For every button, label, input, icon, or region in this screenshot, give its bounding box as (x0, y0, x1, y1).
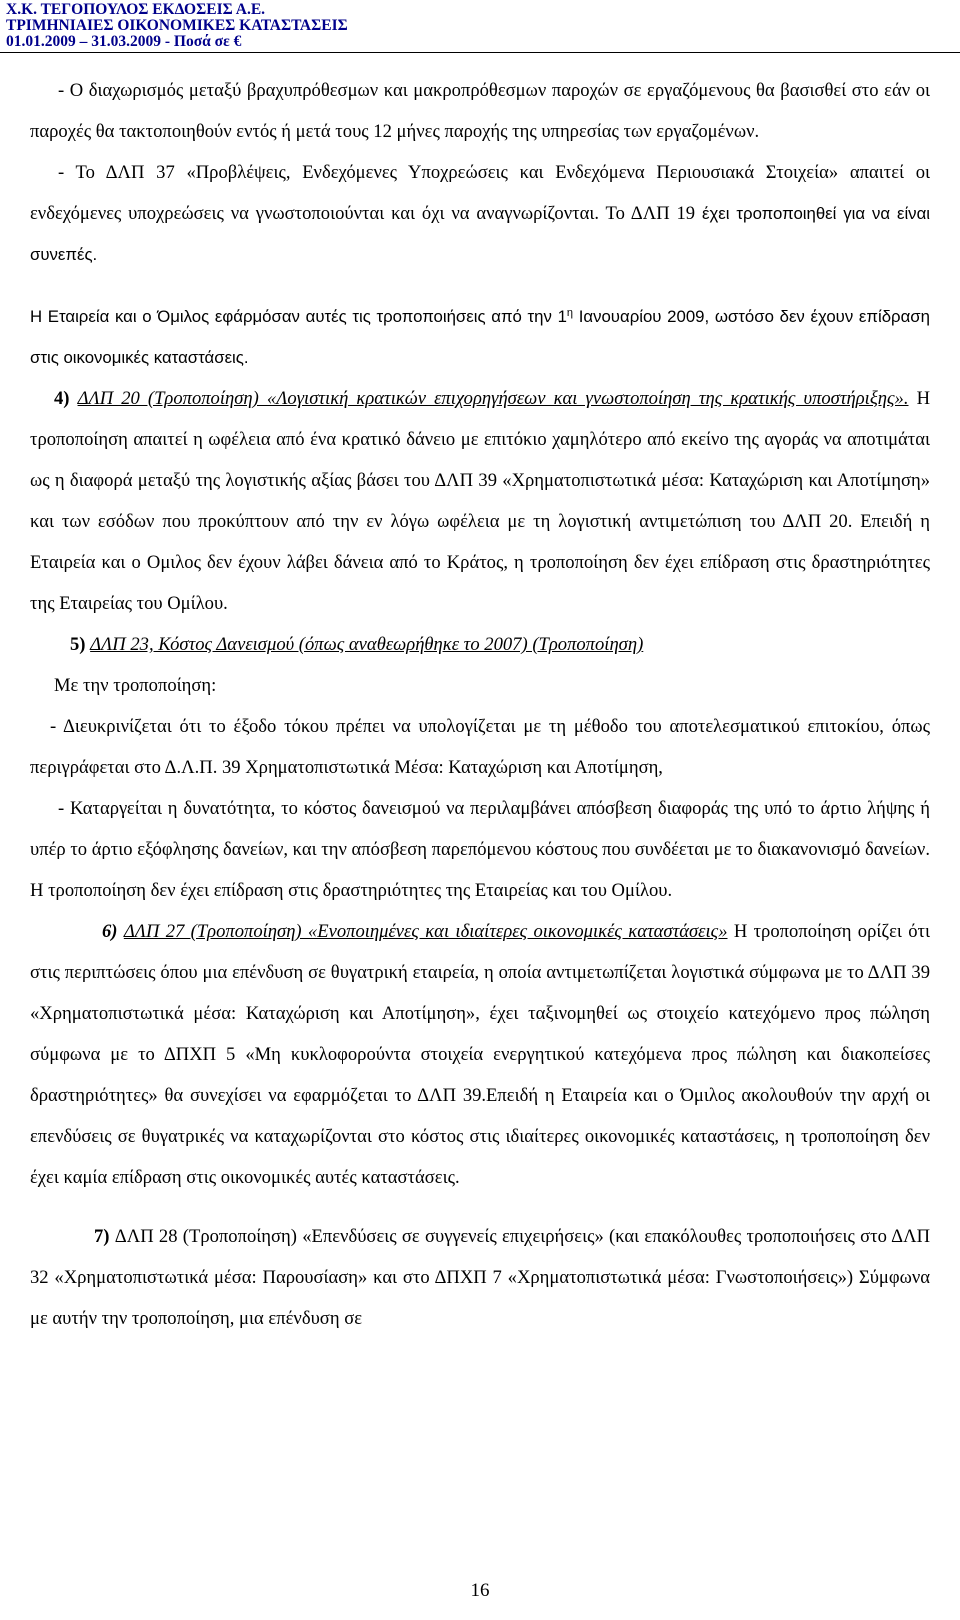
paragraph-text: ΔΛΠ 28 (Τροποποίηση) «Επενδύσεις σε συγγενείς επιχειρήσεις» (και επακόλουθες τροποποιήσεις στο ΔΛΠ 32 «Χρηματοπιστωτικά μέσα: Παρουσίαση» και στο ΔΠΧΠ 7 «Χρηματοπιστωτικά μέσα: Γνωστοποιήσεις») Σύμφωνα με αυτήν την τροποποίηση, μια επένδυση σε (30, 1226, 930, 1329)
spacer (30, 275, 930, 293)
report-period: 01.01.2009 – 31.03.2009 - Ποσά σε € (6, 33, 242, 50)
item-title: ΔΛΠ 23, Κόστος Δανεισμού (όπως αναθεωρήθηκε το 2007) (Τροποποίηση) (90, 634, 644, 655)
superscript: η (566, 307, 574, 319)
paragraph-text: Ιανουαρίου 2009, ωστόσο δεν έχουν επίδραση στις οικονομικές καταστάσεις. (30, 307, 930, 367)
paragraph (30, 911, 930, 1198)
paragraph (30, 293, 930, 378)
report-title: ΤΡΙΜΗΝΙΑΙΕΣ ΟΙΚΟΝΟΜΙΚΕΣ ΚΑΤΑΣΤΑΣΕΙΣ (6, 17, 348, 34)
paragraph (30, 1216, 930, 1339)
paragraph: - Ο διαχωρισμός μεταξύ βραχυπρόθεσμων και μακροπρόθεσμων παροχών σε εργαζόμενους θα βασισθεί στο εάν οι παροχές θα τακτοποιηθούν εντός ή μετά τους 12 μήνες παροχής της υπηρεσίας των εργαζομένων. (30, 80, 930, 142)
paragraph (30, 152, 930, 275)
paragraph-text: Η Εταιρεία και ο Όμιλος εφάρμόσαν αυτές τις τροποποιήσεις από την 1 (30, 307, 567, 326)
paragraph: - Καταργείται η δυνατότητα, το κόστος δανεισμού να περιλαμβάνει απόσβεση διαφοράς της υπό το άρτιο λήψης ή υπέρ το άρτιο εξόφλησης δανείων, και την απόσβεση παρεπόμενου κόστους που συνδέεται με το διακανονισμό δανείων. Η τροποποίηση δεν έχει επίδραση στις δραστηριότητες της Εταιρείας και του Ομίλου. (30, 798, 930, 901)
company-name: Χ.Κ. ΤΕΓΟΠΟΥΛΟΣ ΕΚΔΟΣΕΙΣ Α.Ε. (6, 1, 266, 18)
spacer (30, 1198, 930, 1216)
paragraph-text: - Το ΔΛΠ 37 «Προβλέψεις, Ενδεχόμενες Υποχρεώσεις και Ενδεχόμενα Περιουσιακά Στοιχεία» απαιτεί οι ενδεχόμενες υποχρεώσεις να γνωστοποιούνται και όχι να αναγνωρίζονται. Το ΔΛΠ 19 (30, 162, 930, 224)
document-body (30, 70, 930, 1339)
paragraph (30, 624, 930, 665)
item-number: 6) (102, 921, 124, 942)
header-rule (0, 52, 960, 53)
paragraph-text: Η τροποποίηση απαιτεί η ωφέλεια από ένα κρατικό δάνειο με επιτόκιο χαμηλότερο από εκείνο της αγοράς να αποτιμάται ως η διαφορά μεταξύ της λογιστικής αξίας βάσει του ΔΛΠ 39 «Χρηματοπιστωτικά μέσα: Καταχώριση και Αποτίμηση» και των εσόδων που προκύπτουν από την εν λόγω ωφέλεια με τη λογιστική αντιμετώπιση του ΔΛΠ 20. Επειδή η Εταιρεία και ο Ομιλος δεν έχουν λάβει δάνεια από το Κράτος, η τροποποίηση δεν έχει επίδραση στις δραστηριότητες της Εταιρείας του Ομίλου. (30, 388, 930, 614)
item-number: 7) (94, 1226, 115, 1247)
item-number: 5) (70, 634, 91, 655)
paragraph-text: Η τροποποίηση ορίζει ότι στις περιπτώσεις όπου μια επένδυση σε θυγατρική εταιρεία, η οποία αντιμετωπίζεται λογιστικά σύμφωνα με το ΔΛΠ 39 «Χρηματοπιστωτικά μέσα: Καταχώριση και Αποτίμηση», έχει ταξινομηθεί ως στοιχείο κατεχόμενο προς πώληση σύμφωνα με το ΔΠΧΠ 5 «Μη κυκλοφορούντα στοιχεία ενεργητικού κατεχόμενα προς πώληση και διακοπείσες δραστηριότητες» θα συνεχίσει να εφαρμόζεται το ΔΛΠ 39.Επειδή η Εταιρεία και ο Όμιλος ακολουθούν την αρχή οι επενδύσεις σε θυγατρικές να καταχωρίζονται στο κόστος στις ιδιαίτερες οικονομικές καταστάσεις, η τροποποίηση δεν έχει καμία επίδραση στις οικονομικές αυτές καταστάσεις. (30, 921, 930, 1188)
page-number: 16 (470, 1580, 490, 1601)
page-header (6, 2, 348, 50)
paragraph (30, 378, 930, 624)
item-title: ΔΛΠ 27 (Τροποποίηση) «Ενοποιημένες και ιδιαίτερες οικονομικές καταστάσεις» (123, 921, 728, 942)
item-title: ΔΛΠ 20 (Τροποποίηση) «Λογιστική κρατικών επιχορηγήσεων και γνωστοποίηση της κρατικής υποστήριξης». (77, 388, 909, 409)
paragraph: Με την τροποποίηση: (54, 675, 217, 696)
paragraph: - Διευκρινίζεται ότι το έξοδο τόκου πρέπει να υπολογίζεται με τη μέθοδο του αποτελεσματικού επιτοκίου, όπως περιγράφεται στο Δ.Λ.Π. 39 Χρηματοπιστωτικά Μέσα: Καταχώριση και Αποτίμηση, (30, 716, 930, 778)
paragraph-text: έχει τροποποιηθεί για να είναι συνεπές. (30, 204, 931, 264)
item-number: 4) (54, 388, 78, 409)
